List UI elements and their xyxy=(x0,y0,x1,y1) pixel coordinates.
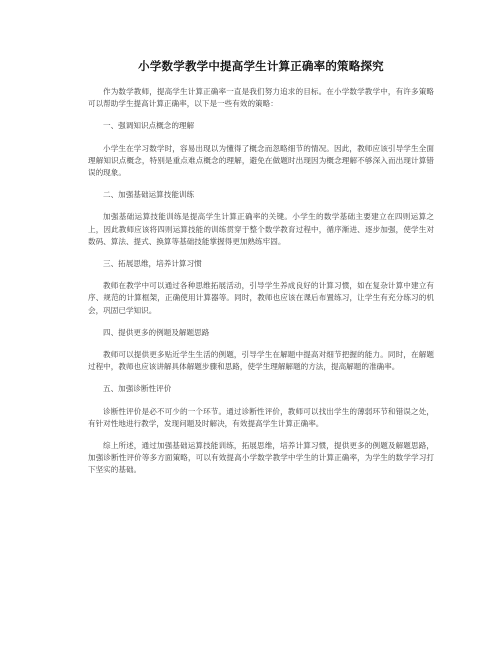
section-3-body: 教师在教学中可以通过各种思维拓展活动，引导学生养成良好的计算习惯，如在复杂计算中建立有序、规范的计算框架，正确使用计算器等。同时，教师也应该在课后布置练习，让学生有充分练习的机会，巩固已学知识。 xyxy=(88,281,434,315)
section-3-heading: 三、拓展思维，培养计算习惯 xyxy=(103,259,202,269)
section-4-body: 教师可以提供更多贴近学生生活的例题，引导学生在解题中提高对细节把握的能力。同时，在解题过程中，教师也应该讲解具体解题步骤和思路，使学生理解解题的方法，提高解题的准确率。 xyxy=(88,350,434,372)
section-1-heading: 一、强调知识点概念的理解 xyxy=(103,121,195,131)
section-5-heading: 五、加强诊断性评价 xyxy=(103,384,172,394)
section-4-heading: 四、提供更多的例题及解题思路 xyxy=(103,327,210,337)
section-5-body: 诊断性评价是必不可少的一个环节。通过诊断性评价，教师可以找出学生的薄弱环节和错误之处，有针对性地进行教学，发现问题及时解决，有效提高学生计算正确率。 xyxy=(88,406,434,428)
section-2-body: 加强基础运算技能训练是提高学生计算正确率的关键。小学生的数学基础主要建立在四则运算之上，因此教师应该将四则运算技能的训练贯穿于整个数学教育过程中，循序渐进、逐步加强，使学生对数码、算法、提式、换算等基础技能掌握得更加熟练牢固。 xyxy=(88,212,434,246)
document-title: 小学数学教学中提高学生计算正确率的策略探究 xyxy=(138,59,384,73)
section-1-body: 小学生在学习数学时，容易出现以为懂得了概念而忽略细节的情况。因此，教师应该引导学生全面理解知识点概念，特别是重点难点概念的理解，避免在做题时出现因为概念理解不够深入而出现计算错误的现象。 xyxy=(88,143,434,178)
conclusion-paragraph: 综上所述，通过加强基础运算技能训练，拓展思维，培养计算习惯，提供更多的例题及解题思路，加强诊断性评价等多方面策略，可以有效提高小学数学教学中学生的计算正确率，为学生的数学学习打下坚实的基础。 xyxy=(88,441,434,475)
intro-paragraph: 作为数学教师，提高学生计算正确率一直是我们努力追求的目标。在小学数学教学中，有许多策略可以帮助学生提高计算正确率，以下是一些有效的策略： xyxy=(88,87,434,109)
section-2-heading: 二、加强基础运算技能训练 xyxy=(103,190,195,200)
